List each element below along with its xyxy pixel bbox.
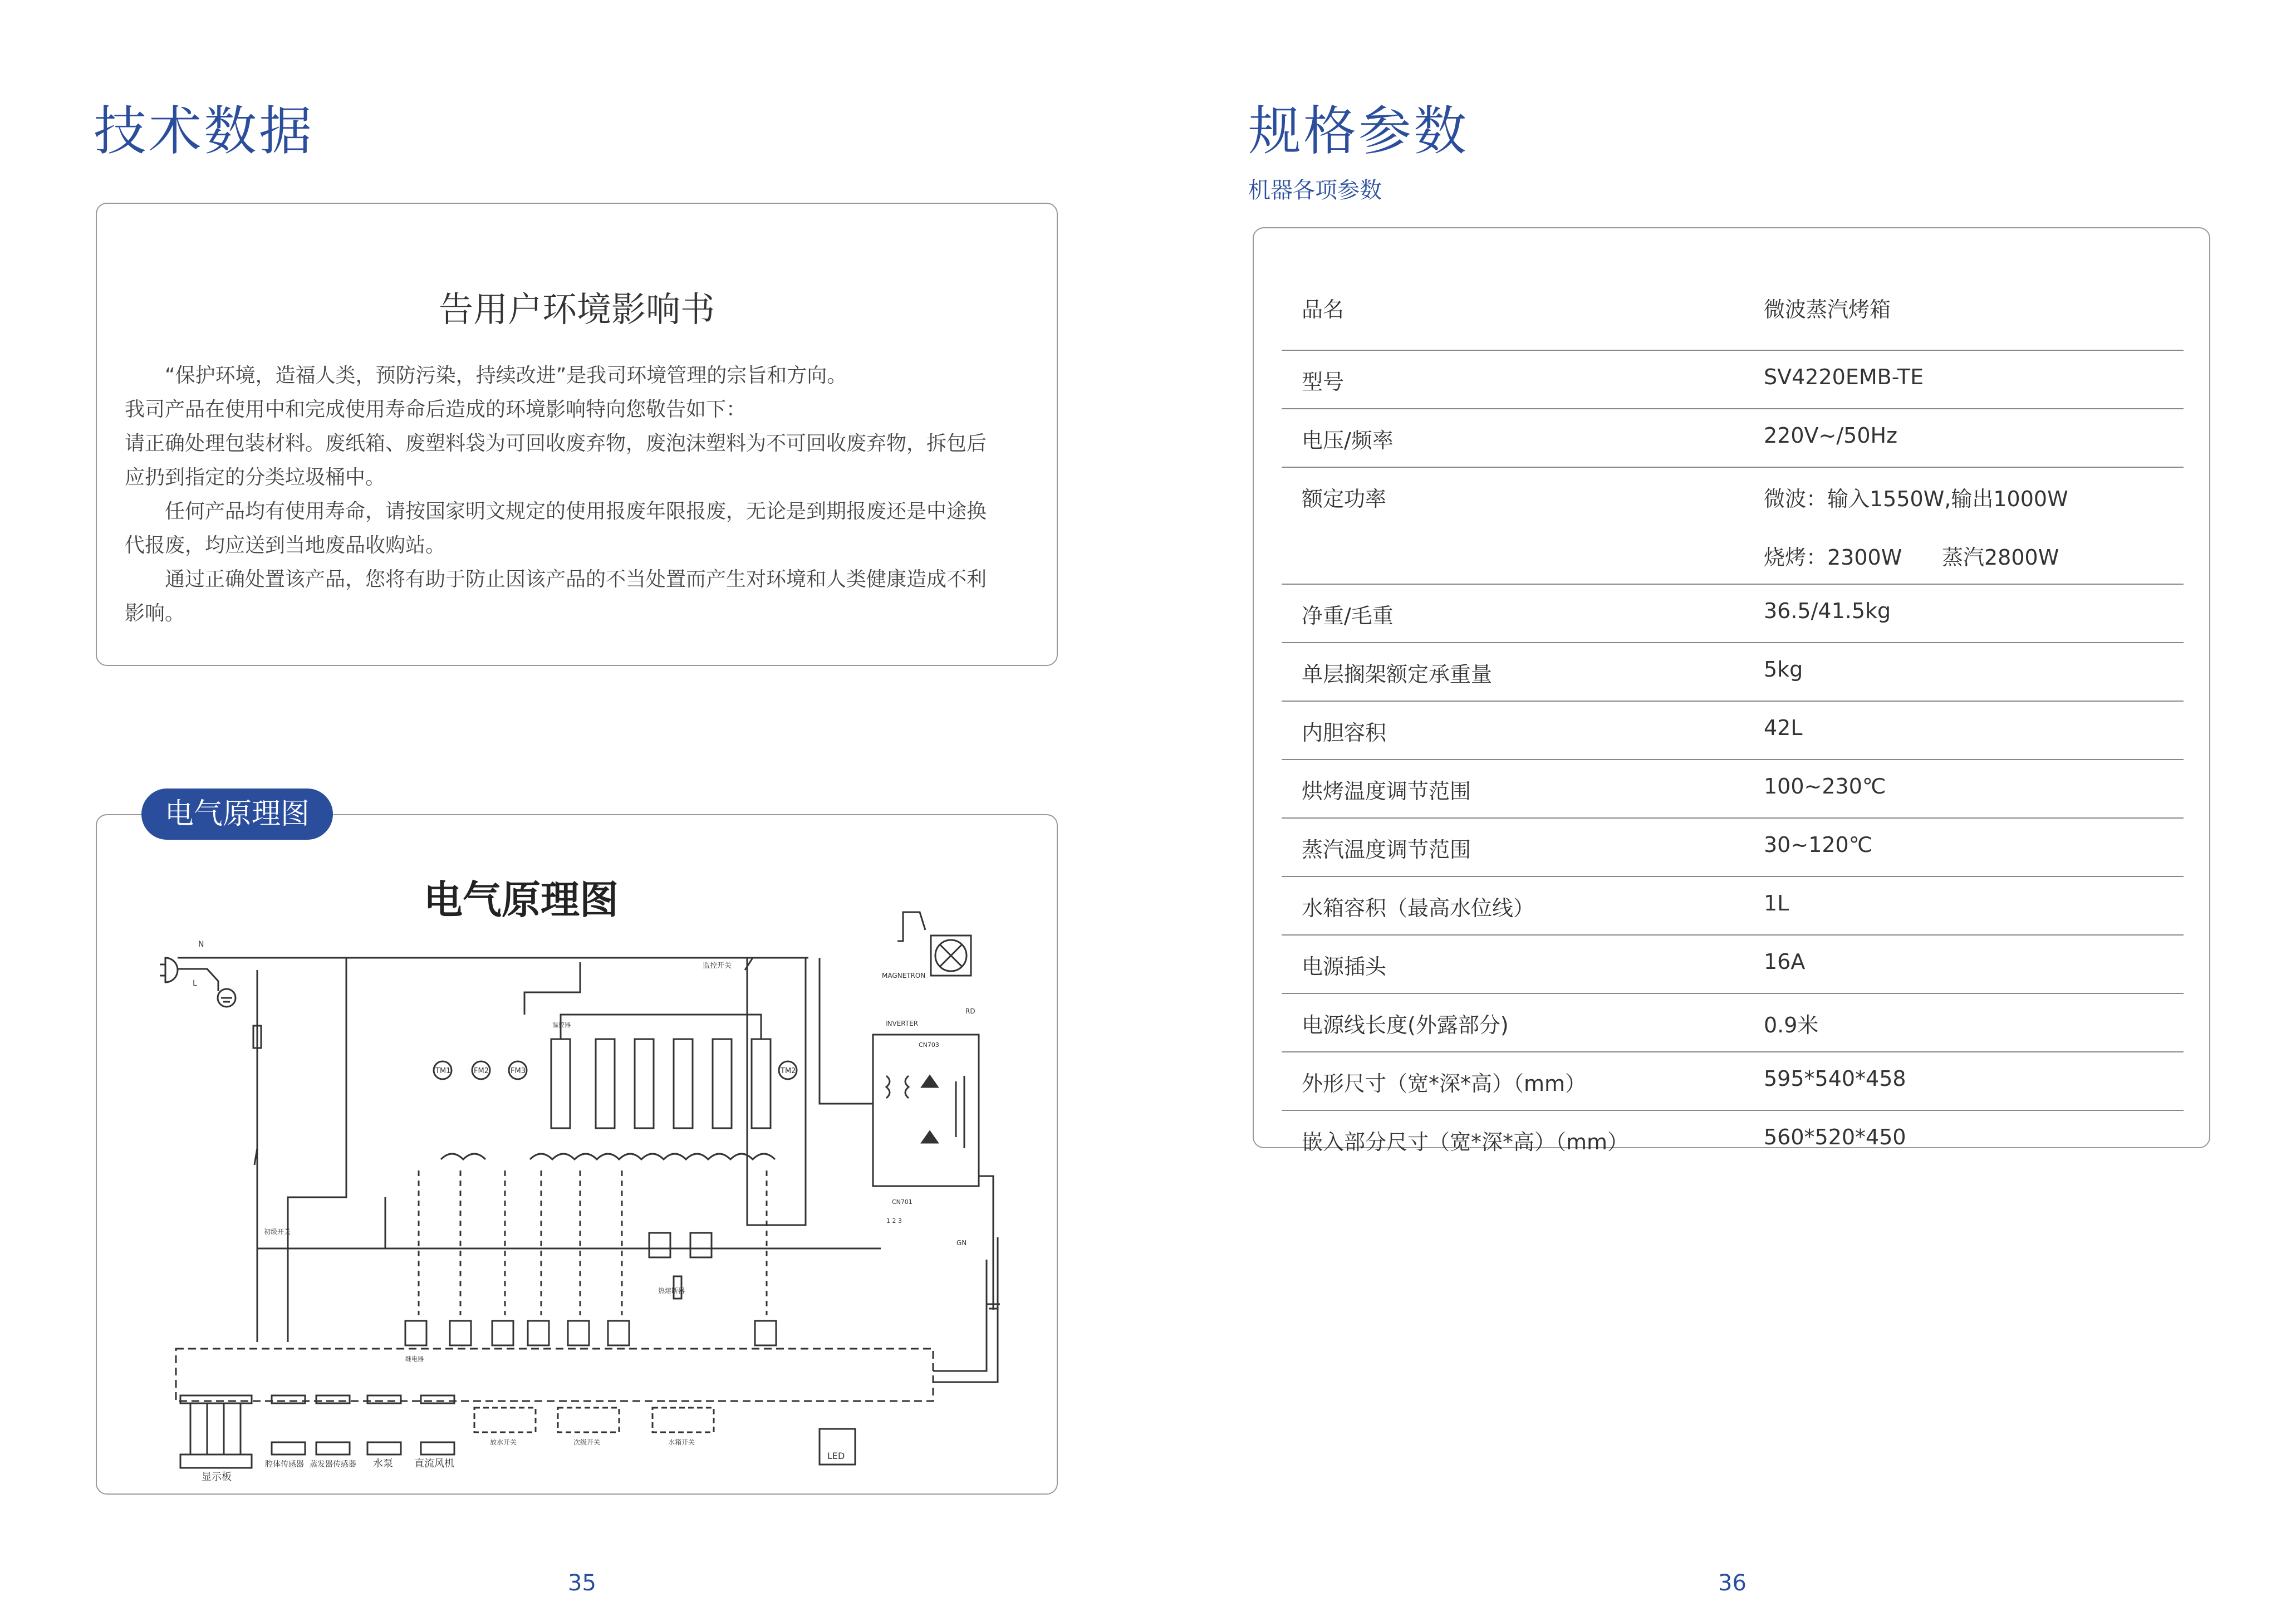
spec-value-steam: 蒸汽2800W [1942, 545, 2059, 570]
label-magnetron: MAGNETRON [882, 972, 926, 980]
spec-label: 嵌入部分尺寸（宽*深*高）（mm） [1302, 1130, 1629, 1154]
notice-paragraph-4b: 代报废，均应送到当地废品收购站。 [125, 534, 446, 557]
control-board-outline [176, 1349, 933, 1401]
label-cn701: CN701 [892, 1198, 912, 1206]
relay-dashed-lines [419, 1171, 767, 1315]
label-fuse: 热熔断器 [658, 1287, 685, 1295]
spec-row-dimensions [1282, 1052, 2184, 1111]
right-page-subtitle: 机器各项参数 [1248, 178, 1382, 203]
schematic-badge: 电气原理图 [141, 789, 333, 840]
notice-paragraph-3a: 请正确处理包装材料。废纸箱、废塑料袋为可回收废弃物，废泡沫塑料为不可回收废弃物，拆包后 [125, 432, 987, 455]
spec-value: 16A [1764, 949, 1806, 974]
schematic-title: 电气原理图 [424, 877, 619, 923]
electrical-schematic-diagram [96, 814, 1058, 1495]
spec-value: 0.9米 [1764, 1013, 1819, 1037]
label-thermostat: 温控器 [552, 1021, 571, 1029]
label-inverter: INVERTER [885, 1020, 919, 1027]
magnetron-block [882, 912, 975, 1015]
spec-row-tank [1282, 877, 2184, 936]
label-display: 显示板 [202, 1471, 232, 1483]
spec-row-steam-temp [1282, 819, 2184, 877]
spec-label: 电压/频率 [1302, 428, 1394, 453]
heater-elements [524, 962, 771, 1128]
label-door-switch: 初级开关 [264, 1228, 291, 1236]
notice-paragraph-5b: 影响。 [125, 602, 185, 625]
spec-label: 单层搁架额定承重量 [1302, 662, 1493, 687]
relay-row [405, 1233, 776, 1345]
notice-paragraph-3b: 应扔到指定的分类垃圾桶中。 [125, 466, 386, 489]
label-rd: RD [965, 1007, 975, 1015]
spec-label: 电源线长度(外露部分) [1302, 1013, 1509, 1037]
label-led: LED [827, 1451, 845, 1461]
spec-label: 净重/毛重 [1302, 604, 1394, 628]
power-plug-symbol [165, 958, 178, 982]
spec-value: 220V~/50Hz [1764, 423, 1898, 448]
spec-table [1282, 292, 2184, 1169]
label-n: N [198, 940, 204, 949]
label-gn: GN [956, 1239, 967, 1247]
right-page-number: 36 [1718, 1570, 1746, 1596]
spec-value: 42L [1764, 716, 1803, 740]
left-page-title: 技术数据 [94, 101, 315, 162]
label-tm1: TM1 [435, 1067, 451, 1075]
spec-label: 烘烤温度调节范围 [1302, 779, 1471, 804]
spec-value-grill: 烧烤：2300W [1764, 545, 1902, 570]
spec-row-shelf-load [1282, 643, 2184, 702]
spec-value: 100~230℃ [1764, 774, 1886, 799]
label-fm2: FM2 [474, 1067, 489, 1075]
notice-paragraph-1: “保护环境，造福人类，预防污染，持续改进”是我司环境管理的宗旨和方向。 [165, 364, 847, 387]
spec-row-rated-power [1282, 468, 2184, 585]
spec-row-bake-temp [1282, 760, 2184, 819]
right-page-title: 规格参数 [1248, 101, 1469, 162]
label-l: L [193, 979, 197, 988]
spec-value: 560*520*450 [1764, 1125, 1906, 1149]
label-pump: 水泵 [373, 1458, 393, 1470]
notice-title: 告用户环境影响书 [438, 289, 715, 330]
label-tank-switch: 水箱开关 [668, 1438, 695, 1446]
spec-value: 微波：输入1550W,输出1000W [1764, 487, 2068, 511]
label-relay: 继电器 [405, 1355, 424, 1363]
spec-row-cutout [1282, 1111, 2184, 1169]
label-fm3: FM3 [511, 1067, 526, 1075]
spec-label: 水箱容积（最高水位线） [1302, 896, 1535, 920]
label-drain-switch: 放水开关 [490, 1438, 517, 1446]
spec-label: 蒸汽温度调节范围 [1302, 838, 1471, 862]
label-dc-fan: 直流风机 [414, 1458, 454, 1470]
spec-value: 30~120℃ [1764, 832, 1873, 857]
spec-value: 36.5/41.5kg [1764, 599, 1891, 623]
notice-body-text [125, 359, 1038, 630]
label-steam-sensor: 蒸发器传感器 [310, 1460, 356, 1469]
label-tm2: TM2 [781, 1067, 796, 1075]
bottom-components [180, 1395, 855, 1468]
label-cn703: CN703 [919, 1041, 939, 1049]
spec-label: 额定功率 [1302, 487, 1387, 511]
label-cavity-sensor: 腔体传感器 [265, 1460, 304, 1469]
spec-label: 内胆容积 [1302, 721, 1387, 745]
spec-value: 微波蒸汽烤箱 [1764, 297, 1891, 322]
spec-value: 595*540*458 [1764, 1066, 1906, 1091]
spec-label: 电源插头 [1302, 954, 1387, 979]
notice-paragraph-5a: 通过正确处置该产品，您将有助于防止因该产品的不当处置而产生对环境和人类健康造成不利 [165, 568, 987, 591]
label-monitor-switch: 监控开关 [703, 962, 732, 970]
spec-row-product-name [1282, 292, 2184, 351]
spec-row-plug [1282, 936, 2184, 994]
spec-row-weight [1282, 585, 2184, 643]
label-secondary-switch: 次级开关 [573, 1438, 601, 1446]
notice-paragraph-2: 我司产品在使用中和完成使用寿命后造成的环境影响特向您敬告如下： [125, 398, 747, 421]
spec-value: SV4220EMB-TE [1764, 365, 1924, 389]
spec-row-voltage [1282, 409, 2184, 468]
spec-value: 1L [1764, 891, 1789, 915]
spec-label: 品名 [1302, 297, 1345, 322]
spec-row-volume [1282, 702, 2184, 760]
spec-row-model [1282, 351, 2184, 409]
spec-value: 5kg [1764, 657, 1803, 682]
label-pins: 1 2 3 [886, 1217, 902, 1225]
left-page-number: 35 [568, 1570, 596, 1596]
spec-label: 型号 [1302, 370, 1345, 394]
spec-row-cord [1282, 994, 2184, 1052]
notice-paragraph-4a: 任何产品均有使用寿命，请按国家明文规定的使用报废年限报废，无论是到期报废还是中途换 [165, 500, 987, 523]
spec-label: 外形尺寸（宽*深*高）（mm） [1302, 1071, 1587, 1096]
